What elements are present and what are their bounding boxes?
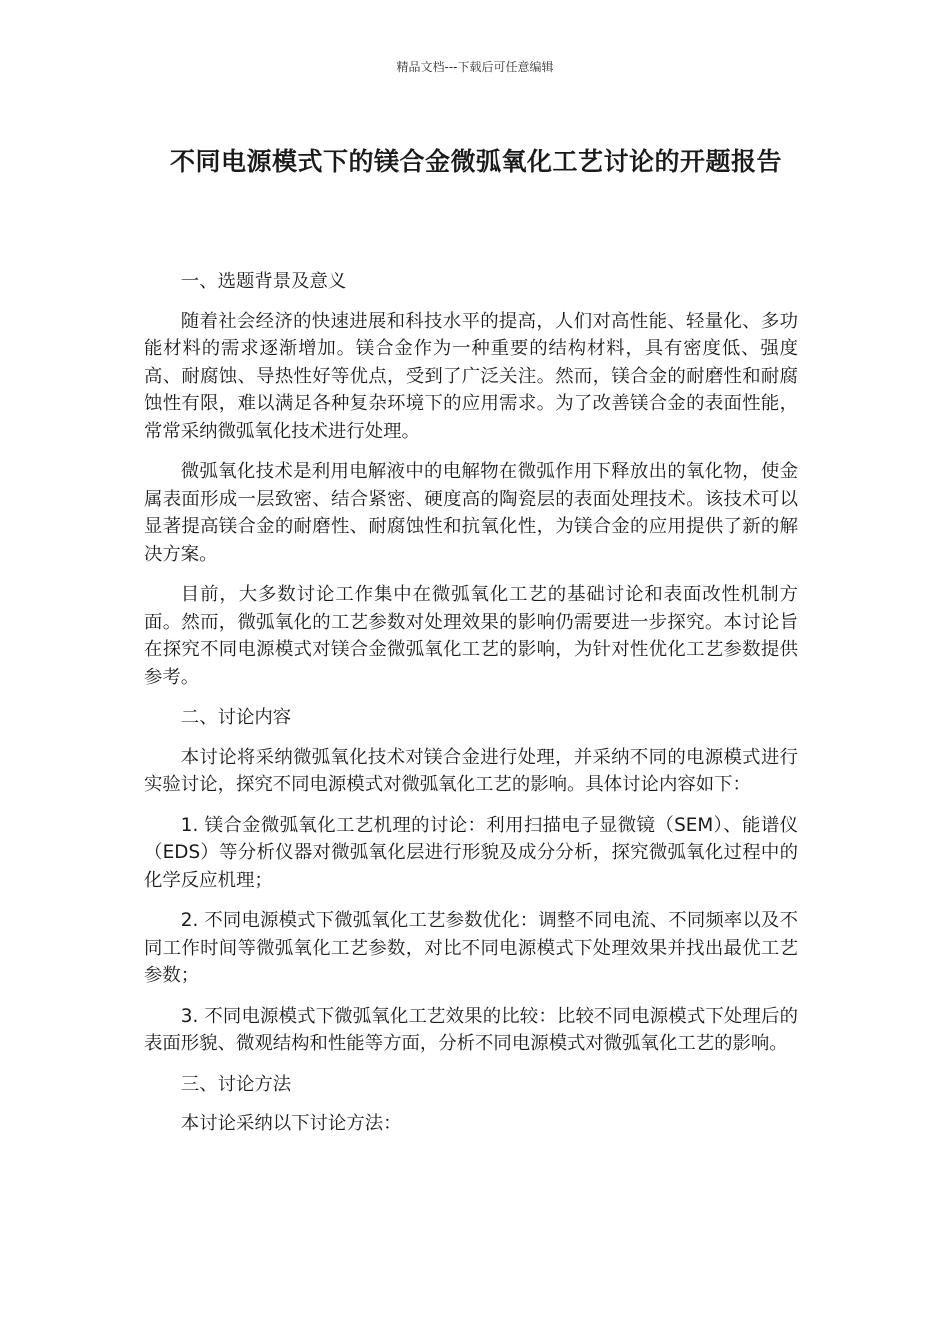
paragraph: 本讨论采纳以下讨论方法： xyxy=(180,1113,402,1134)
document-title: 不同电源模式下的镁合金微弧氧化工艺讨论的开题报告 xyxy=(169,147,782,176)
paragraph: 微弧氧化技术是利用电解液中的电解物在微弧作用下释放出的氧化物，使金属表面形成一层致密、结合紧密、硬度高的陶瓷层的表面处理技术。该技术可以显著提高镁合金的耐磨性、耐腐蚀性和抗氧化性，为镁合金的应用提供了新的解决方案。 xyxy=(144,461,798,565)
page-header: 精品文档---下载后可任意编辑 xyxy=(396,60,554,74)
document-body xyxy=(144,268,798,1151)
section-heading-method: 三、讨论方法 xyxy=(180,1073,292,1095)
list-item: 1. 镁合金微弧氧化工艺机理的讨论：利用扫描电子显微镜（SEM）、能谱仪（EDS）等分析仪器对微弧氧化层进行形貌及成分分析，探究微弧氧化过程中的化学反应机理； xyxy=(144,814,798,891)
paragraph: 本讨论将采纳微弧氧化技术对镁合金进行处理，并采纳不同的电源模式进行实验讨论，探究不同电源模式对微弧氧化工艺的影响。具体讨论内容如下： xyxy=(144,746,798,795)
paragraph: 目前，大多数讨论工作集中在微弧氧化工艺的基础讨论和表面改性机制方面。然而，微弧氧化的工艺参数对处理效果的影响仍需要进一步探究。本讨论旨在探究不同电源模式对镁合金微弧氧化工艺的影响，为针对性优化工艺参数提供参考。 xyxy=(144,584,798,688)
list-item: 2. 不同电源模式下微弧氧化工艺参数优化：调整不同电流、不同频率以及不同工作时间等微弧氧化工艺参数，对比不同电源模式下处理效果并找出最优工艺参数； xyxy=(144,910,798,986)
paragraph: 随着社会经济的快速进展和科技水平的提高，人们对高性能、轻量化、多功能材料的需求逐渐增加。镁合金作为一种重要的结构材料，具有密度低、强度高、耐腐蚀、导热性好等优点，受到了广泛关注。然而，镁合金的耐磨性和耐腐蚀性有限，难以满足各种复杂环境下的应用需求。为了改善镁合金的表面性能，常常采纳微弧氧化技术进行处理。 xyxy=(144,310,798,442)
section-heading-content: 二、讨论内容 xyxy=(180,707,292,728)
list-item: 3. 不同电源模式下微弧氧化工艺效果的比较：比较不同电源模式下处理后的表面形貌、微观结构和性能等方面，分析不同电源模式对微弧氧化工艺的影响。 xyxy=(144,1005,798,1054)
section-heading-background: 一、选题背景及意义 xyxy=(180,271,347,292)
